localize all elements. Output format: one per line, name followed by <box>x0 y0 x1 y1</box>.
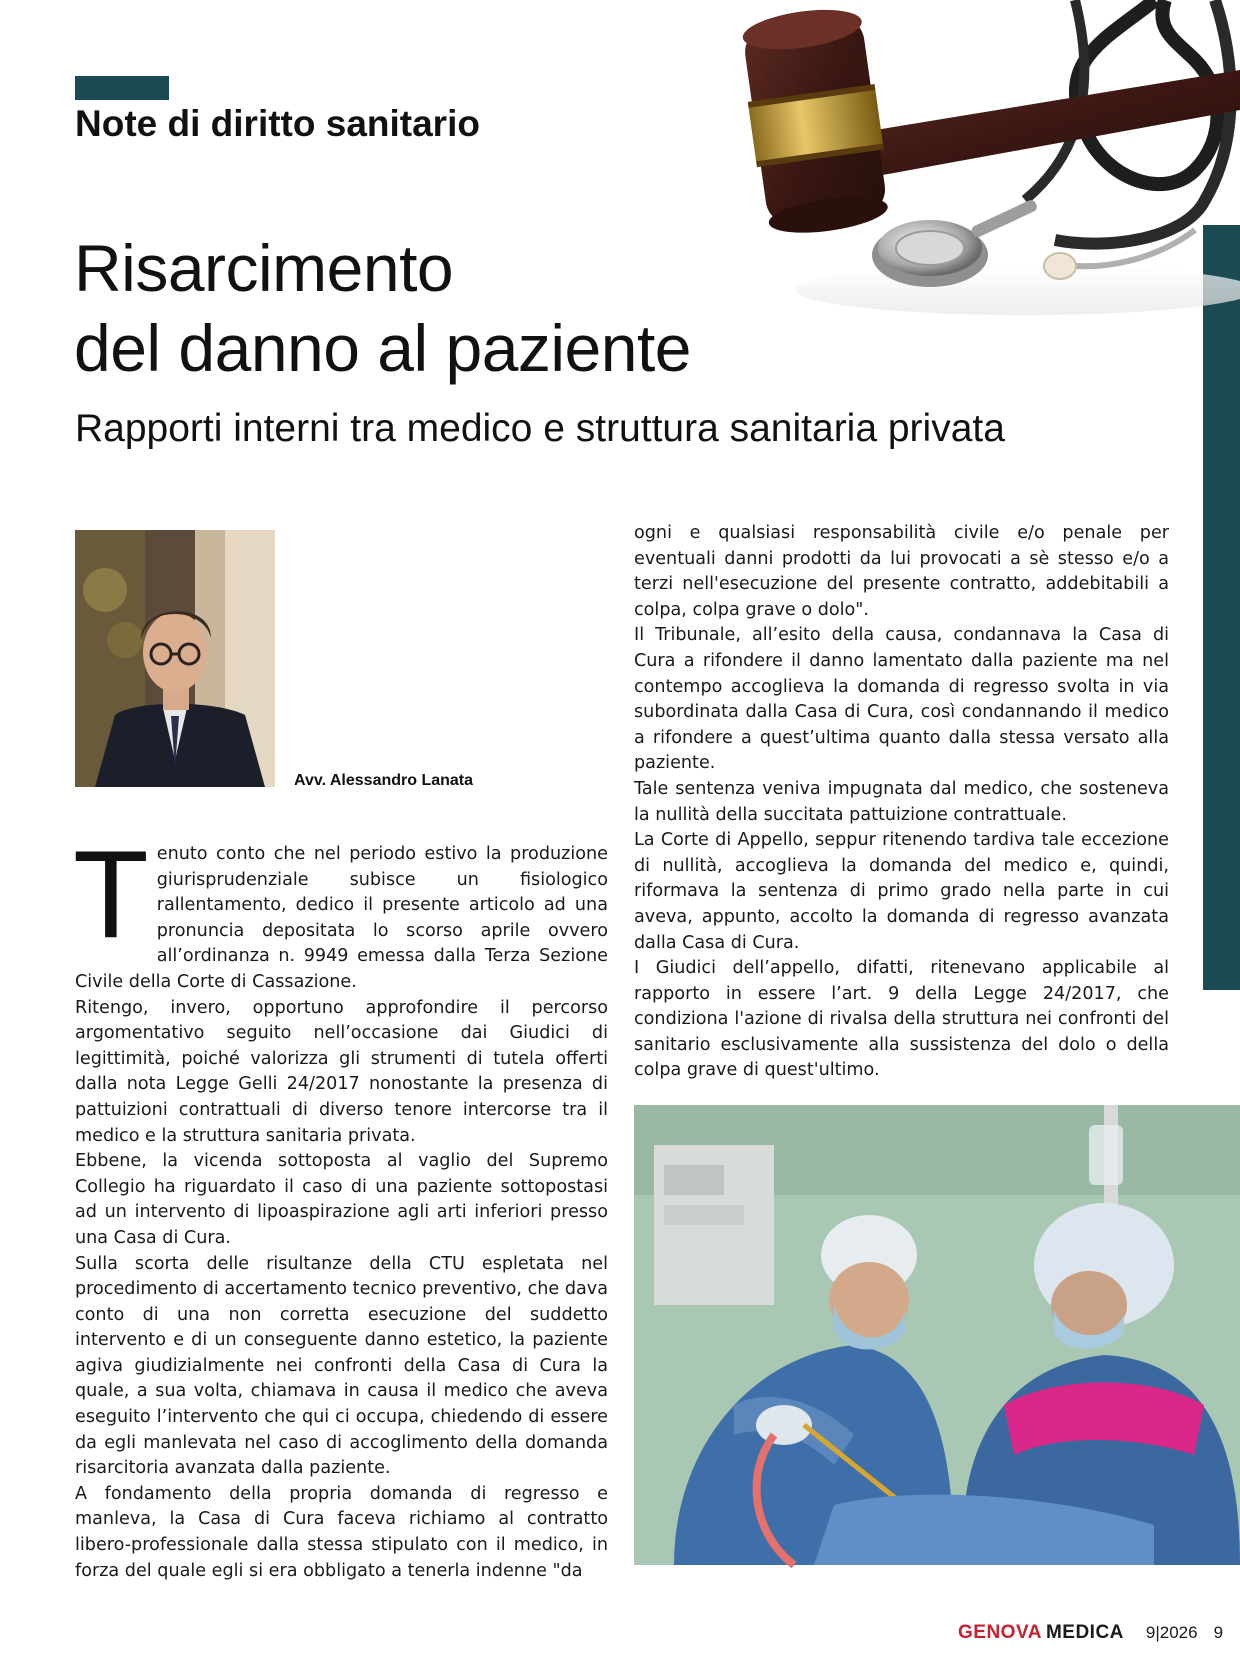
paragraph: Il Tribunale, all’esito della causa, condannava la Casa di Cura a rifondere il danno lamentato dalla paziente ma nel contempo accoglieva la domanda di regresso svolta in via subordinata dalla Casa di Cura, così condannando il medico a rifondere a quest’ultima quanto dalla stessa versato alla paziente. <box>634 625 1169 774</box>
paragraph: I Giudici dell’appello, difatti, ritenevano applicabile al rapporto in essere l’art. 9 della Legge 24/2017, che condiziona l'azione di rivalsa della struttura nei confronti del sanitario esclusivamente alla sussistenza del dolo o della colpa grave di quest'ultimo. <box>634 958 1169 1081</box>
page-number: 9 <box>1213 1623 1224 1642</box>
page-footer <box>958 1622 1223 1644</box>
brand-name-part-1: GENOVA <box>958 1622 1042 1643</box>
article-title-line-2: del danno al paziente <box>74 311 692 385</box>
paragraph: Ritengo, invero, opportuno approfondire il percorso argomentativo seguito nell’occasione dai Giudici di legittimità, poiché valorizza gli strumenti di tutela offerti dalla nota Legge Gelli 24/2017 nonostante la presenza di pattuizioni contrattuali di diverso tenore intercorse tra il medico e la struttura sanitaria privata. <box>75 997 608 1146</box>
author-caption: Avv. Alessandro Lanata <box>294 772 474 789</box>
author-portrait <box>75 530 275 787</box>
section-title: Note di diritto sanitario <box>75 103 480 144</box>
article-title-line-1: Risarcimento <box>74 231 454 305</box>
issue-number: 9|2026 <box>1145 1623 1198 1642</box>
article-column-right <box>634 521 1169 1081</box>
paragraph: La Corte di Appello, seppur ritenendo tardiva tale eccezione di nullità, accoglieva la domanda del medico e, quindi, riformava la sentenza di primo grado nella parte in cui aveva, appunto, accolto la domanda di regresso avanzata dalla Casa di Cura. <box>634 830 1169 953</box>
paragraph: Sulla scorta delle risultanze della CTU espletata nel procedimento di accertamento tecnico preventivo, che dava conto di una non corretta esecuzione del suddetto intervento e di un conseguente danno estetico, la paziente agiva giudizialmente nei confronti della Casa di Cura la quale, a sua volta, chiamava in causa il medico che aveva eseguito l’intervento che qui ci occupa, chiedendo di essere da egli manlevata nel caso di accoglimento della domanda risarcitoria avanzata dalla paziente. <box>75 1253 608 1479</box>
side-accent-tab <box>1203 225 1240 990</box>
paragraph: Ebbene, la vicenda sottoposta al vaglio del Supremo Collegio ha riguardato il caso di una paziente sottopostasi ad un intervento di lipoaspirazione agli arti inferiori presso una Casa di Cura. <box>75 1151 608 1248</box>
surgery-photo <box>634 1105 1240 1565</box>
paragraph: Tale sentenza veniva impugnata dal medico, che sosteneva la nullità della succitata pattuizione contrattuale. <box>634 778 1169 825</box>
paragraph: ogni e qualsiasi responsabilità civile e/o penale per eventuali danni prodotti da lui provocati a sè stesso e/o a terzi nell'esecuzione del presente contratto, addebitabili a colpa, colpa grave o dolo". <box>634 523 1169 620</box>
gavel-stethoscope-image <box>725 0 1240 320</box>
drop-cap: T <box>73 826 149 964</box>
paragraph: A fondamento della propria domanda di regresso e manleva, la Casa di Cura faceva richiamo al contratto libero-professionale dalla stessa stipulato con il medico, in forza del quale egli si era obbligato a tenerla indenne "da <box>75 1483 608 1581</box>
article-title <box>74 228 691 388</box>
brand-name-part-2: MEDICA <box>1045 1622 1124 1643</box>
paragraph: enuto conto che nel periodo estivo la produzione giurisprudenziale subisce un fisiologico rallentamento, dedico il presente articolo ad una pronuncia depositata lo scorso aprile ovvero all’ordinanza n. 9949 emessa dalla Terza Sezione Civile della Corte di Cassazione. <box>75 844 608 992</box>
section-accent-bar <box>75 76 169 100</box>
article-column-left <box>73 826 608 1581</box>
article-subtitle: Rapporti interni tra medico e struttura sanitaria privata <box>75 407 1005 450</box>
